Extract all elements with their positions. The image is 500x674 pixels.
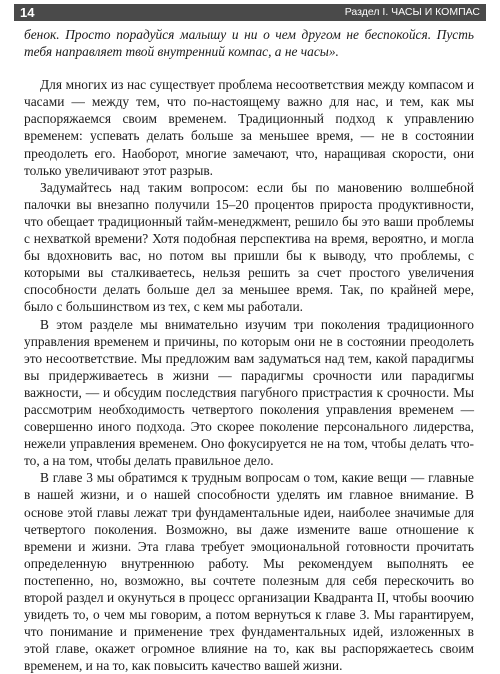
page-number: 14 (20, 5, 35, 20)
page-header (14, 4, 486, 21)
page-body (24, 26, 474, 674)
body-paragraph-1: Для многих из нас существует проблема несоответствия между компасом и часами — между тем, что по-настоящему важно для нас, и тем, как мы распоряжаемся своим временем. Традиционный подход к управлению временем: успевать делать больше за меньшее время, — не в состоянии преодолеть его. Наоборот, многие замечают, что, наращивая скорости, они только увеличивают этот разрыв. (24, 77, 474, 178)
body-paragraph-4: В главе 3 мы обратимся к трудным вопросам о том, какие вещи — главные в нашей жизни, и о нашей способности уделять им главное внимание. В основе этой главы лежат три фундаментальные идеи, наиболее значимые для четвертого поколения. Возможно, вы даже измените ваше отношение к времени и жизни. Эта глава требует эмоциональной готовности прочитать определенную внутреннюю работу. Мы рекомендуем выполнять ее постепенно, но, возможно, вы сочтете полезным для себя перескочить во второй раздел и окунуться в процесс организации Квадранта II, чтобы воочию увидеть то, о чем мы говорим, а потом вернуться к главе 3. Мы гарантируем, что понимание и применение трех фундаментальных идей, изложенных в этой главе, окажет огромное влияние на то, как вы распоряжаетесь своим временем, и на то, как повысить качество вашей жизни. (24, 470, 474, 674)
lead-paragraph: бенок. Просто порадуйся малышу и ни о чем другом не беспокойся. Пусть тебя направляет твой внутренний компас, а не часы». (24, 27, 474, 60)
body-paragraph-2: Задумайтесь над таким вопросом: если бы по мановению волшебной палочки вы внезапно получили 15–20 процентов прироста продуктивности, что обещает традиционный тайм-менеджмент, решило бы это ваши проблемы с нехваткой времени? Хотя подобная перспектива на время, вероятно, и могла бы вдохновить вас, но потом вы пришли бы к выводу, что проблемы, с которыми вы сталкиваетесь, нельзя решить за счет простого увеличения способности делать больше дел за меньшее время. Так, по крайней мере, было с большинством из тех, с кем мы работали. (24, 179, 474, 315)
body-paragraph-3: В этом разделе мы внимательно изучим три поколения традиционного управления временем и причины, по которым они не в состоянии преодолеть это несоответствие. Мы предложим вам задуматься над тем, какой парадигмы вы придерживаетесь в жизни — парадигмы срочности или парадигмы важности, — и обсудим последствия пагубного пристрастия к срочности. Мы рассмотрим необходимость четвертого поколения управления временем — совершенно иного подхода. Это скорее поколение персонального лидерства, нежели управления временем. Оно фокусируется не на том, чтобы делать что-то, а на том, чтобы делать правильное дело. (24, 316, 474, 469)
running-head: Раздел I. ЧАСЫ И КОМПАС (344, 6, 480, 18)
